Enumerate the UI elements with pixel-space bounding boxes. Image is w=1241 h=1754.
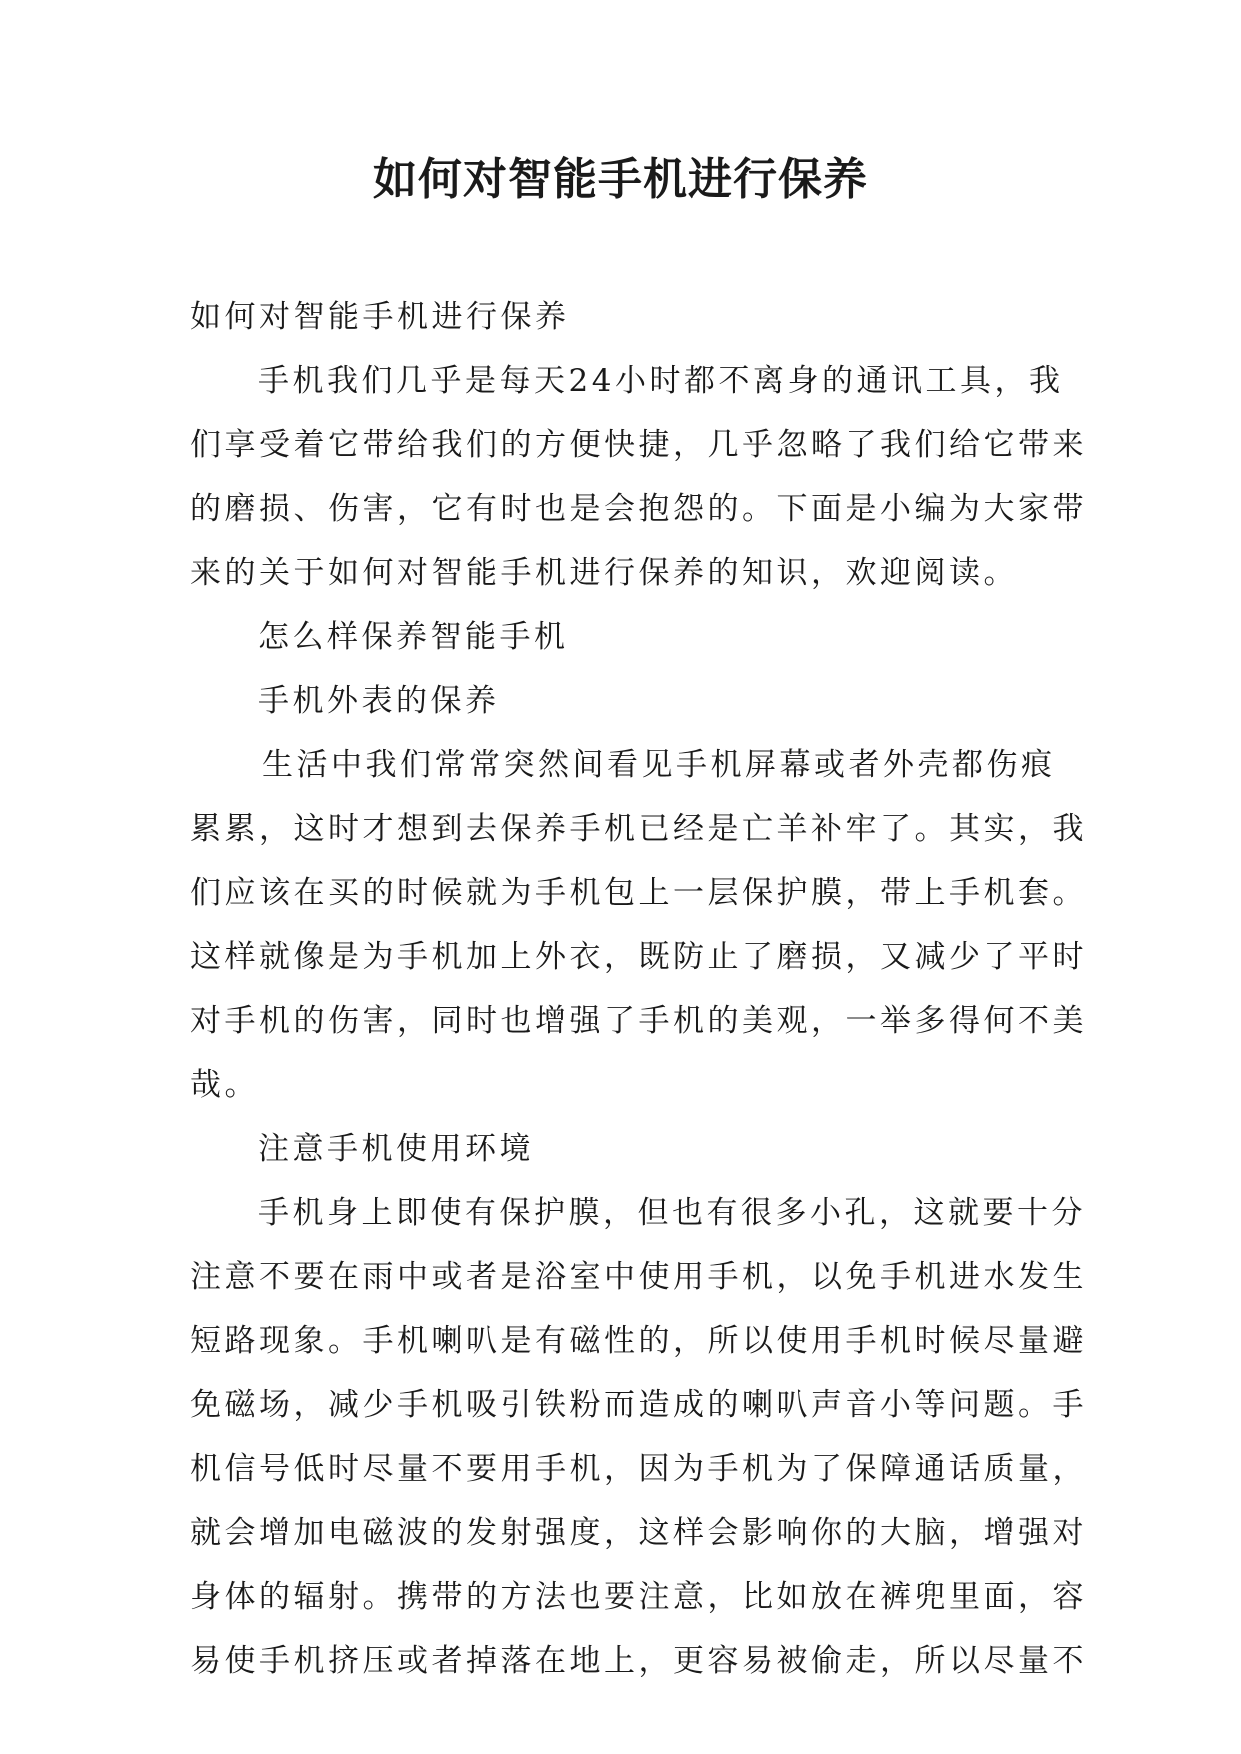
paragraph-line: 对手机的伤害，同时也增强了手机的美观，一举多得何不美 [190, 1003, 1087, 1039]
paragraph-line: 就会增加电磁波的发射强度，这样会影响你的大脑，增强对 [190, 1515, 1087, 1551]
document-title: 如何对智能手机进行保养 [373, 154, 868, 205]
subtitle-line: 如何对智能手机进行保养 [190, 299, 570, 335]
paragraph-line: 生活中我们常常突然间看见手机屏幕或者外壳都伤痕 [262, 747, 1056, 783]
paragraph-line: 身体的辐射。携带的方法也要注意，比如放在裤兜里面，容 [190, 1579, 1087, 1615]
section-heading: 注意手机使用环境 [258, 1131, 534, 1167]
paragraph-line: 短路现象。手机喇叭是有磁性的，所以使用手机时候尽量避 [190, 1323, 1087, 1359]
paragraph-line: 的磨损、伤害，它有时也是会抱怨的。下面是小编为大家带 [190, 491, 1087, 527]
paragraph-line: 易使手机挤压或者掉落在地上，更容易被偷走，所以尽量不 [190, 1643, 1087, 1679]
paragraph-line: 来的关于如何对智能手机进行保养的知识，欢迎阅读。 [190, 555, 1018, 591]
paragraph-line: 手机身上即使有保护膜，但也有很多小孔，这就要十分 [258, 1195, 1086, 1231]
paragraph-line: 这样就像是为手机加上外衣，既防止了磨损，又减少了平时 [190, 939, 1087, 975]
section-heading: 手机外表的保养 [258, 683, 500, 719]
document-body [190, 285, 1087, 1693]
paragraph-line: 们应该在买的时候就为手机包上一层保护膜，带上手机套。 [190, 875, 1087, 911]
section-heading: 怎么样保养智能手机 [258, 619, 569, 655]
paragraph-line: 们享受着它带给我们的方便快捷，几乎忽略了我们给它带来 [190, 427, 1087, 463]
paragraph-line: 累累，这时才想到去保养手机已经是亡羊补牢了。其实，我 [190, 811, 1087, 847]
paragraph-line: 注意不要在雨中或者是浴室中使用手机，以免手机进水发生 [190, 1259, 1087, 1295]
paragraph-line: 哉。 [190, 1067, 259, 1103]
paragraph-line: 免磁场，减少手机吸引铁粉而造成的喇叭声音小等问题。手 [190, 1387, 1087, 1423]
paragraph-line: 手机我们几乎是每天24小时都不离身的通讯工具，我 [258, 363, 1064, 399]
paragraph-line: 机信号低时尽量不要用手机，因为手机为了保障通话质量， [190, 1451, 1087, 1487]
